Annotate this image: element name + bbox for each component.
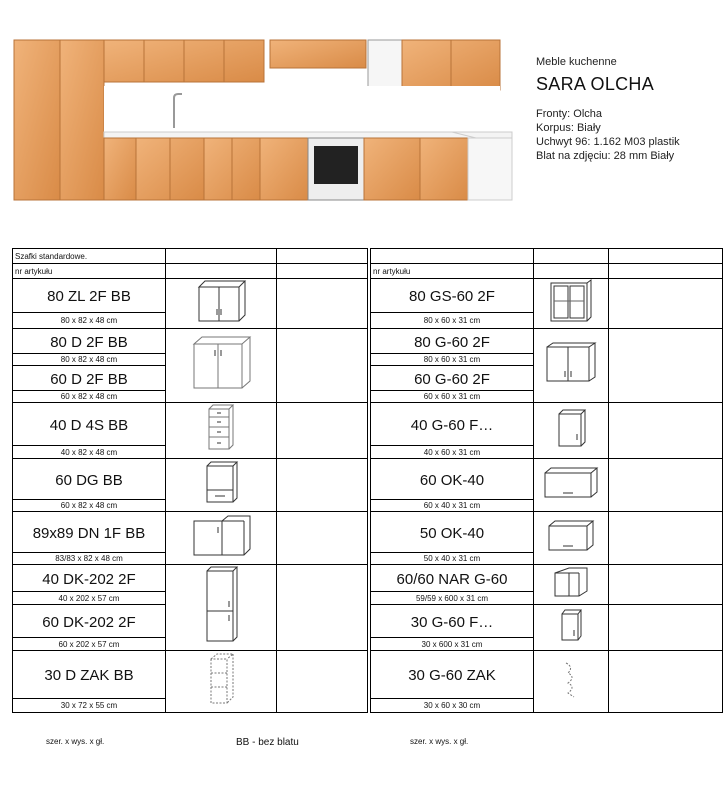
article-code: 30 G-60 ZAK [371,651,534,699]
lift-up-cabinet-small-icon [545,518,597,554]
glass-wall-cabinet-icon [545,279,597,323]
cabinet-image [166,329,277,403]
cabinet-image [166,512,277,565]
narrow-wall-cabinet-icon [556,608,586,642]
cabinet-image [534,459,609,512]
cabinet-image [534,279,609,329]
corner-base-cabinet-icon [188,513,254,559]
cabinet-dimensions: 30 x 60 x 30 cm [371,698,534,712]
article-code: 80 GS-60 2F [371,279,534,313]
cabinet-dimensions: 60 x 82 x 48 cm [13,391,166,403]
cabinet-dimensions: 60 x 60 x 31 cm [371,391,534,403]
cabinet-image [166,279,277,329]
sink-base-2-door-icon [193,279,249,323]
base-cabinet-2-door-icon [186,334,256,392]
article-code: 40 DK-202 2F [13,565,166,592]
article-code: 60/60 NAR G-60 [371,565,534,592]
cabinet-image [534,605,609,651]
article-code: 40 D 4S BB [13,403,166,446]
cabinet-dimensions: 80 x 82 x 48 cm [13,312,166,328]
dimension-legend-left: szer. x wys. x gł. [46,737,105,746]
cabinet-dimensions: 60 x 82 x 48 cm [13,500,166,512]
article-code: 30 D ZAK BB [13,651,166,699]
column-header: nr artykułu [13,264,166,279]
cabinet-dimensions: 80 x 82 x 48 cm [13,354,166,366]
cabinet-image [534,565,609,605]
cabinet-image [166,459,277,512]
cabinet-image [534,651,609,713]
cabinet-image [166,651,277,713]
cabinet-image [534,403,609,459]
spec-fronts: Fronty: Olcha [536,108,603,120]
cabinet-image [534,329,609,403]
dimension-legend-right: szer. x wys. x gł. [410,737,469,746]
cabinet-image [534,512,609,565]
oven-housing-cabinet-icon [199,460,243,506]
article-code: 89x89 DN 1F BB [13,512,166,553]
article-code: 60 OK-40 [371,459,534,500]
corner-wall-cabinet-icon [549,565,593,599]
wall-cabinet-2-door-icon [543,341,599,385]
wall-cabinet-1-door-icon [551,406,591,450]
article-code: 60 DG BB [13,459,166,500]
lift-up-cabinet-icon [541,465,601,501]
article-code: 60 G-60 2F [371,366,534,391]
info-subtitle: Meble kuchenne [536,56,617,68]
cabinet-dimensions: 59/59 x 600 x 31 cm [371,592,534,605]
spec-worktop: Blat na zdjęciu: 28 mm Biały [536,150,675,162]
spec-body: Korpus: Biały [536,122,601,134]
cabinet-dimensions: 40 x 82 x 48 cm [13,446,166,459]
kitchen-illustration [12,36,520,206]
cabinet-dimensions: 60 x 202 x 57 cm [13,638,166,651]
article-code: 60 DK-202 2F [13,605,166,638]
cabinet-catalog-table [12,248,723,713]
cabinet-dimensions: 60 x 40 x 31 cm [371,500,534,512]
wall-end-shelf-icon [556,657,586,701]
spec-list [536,107,680,163]
open-end-shelf-icon [201,651,241,707]
article-code: 50 OK-40 [371,512,534,553]
product-info [536,56,680,163]
cabinet-dimensions: 80 x 60 x 31 cm [371,312,534,328]
drawer-cabinet-icon [201,403,241,453]
article-code: 80 G-60 2F [371,329,534,354]
article-code: 80 ZL 2F BB [13,279,166,313]
article-code: 40 G-60 F… [371,403,534,446]
article-code: 80 D 2F BB [13,329,166,354]
article-code: 60 D 2F BB [13,366,166,391]
tall-cabinet-icon [199,565,243,645]
product-name: SARA OLCHA [536,74,655,94]
article-code: 30 G-60 F… [371,605,534,638]
no-worktop-note: BB - bez blatu [236,737,299,748]
cabinet-image [166,403,277,459]
cabinet-dimensions: 30 x 600 x 31 cm [371,638,534,651]
cabinet-image [166,565,277,651]
column-header: nr artykułu [371,264,534,279]
cabinet-dimensions: 80 x 60 x 31 cm [371,354,534,366]
cabinet-dimensions: 30 x 72 x 55 cm [13,698,166,712]
cabinet-dimensions: 83/83 x 82 x 48 cm [13,553,166,565]
spec-handle: Uchwyt 96: 1.162 M03 plastik [536,136,680,148]
cabinet-dimensions: 50 x 40 x 31 cm [371,553,534,565]
cabinet-dimensions: 40 x 202 x 57 cm [13,592,166,605]
section-title: Szafki standardowe. [13,249,166,264]
cabinet-dimensions: 40 x 60 x 31 cm [371,446,534,459]
